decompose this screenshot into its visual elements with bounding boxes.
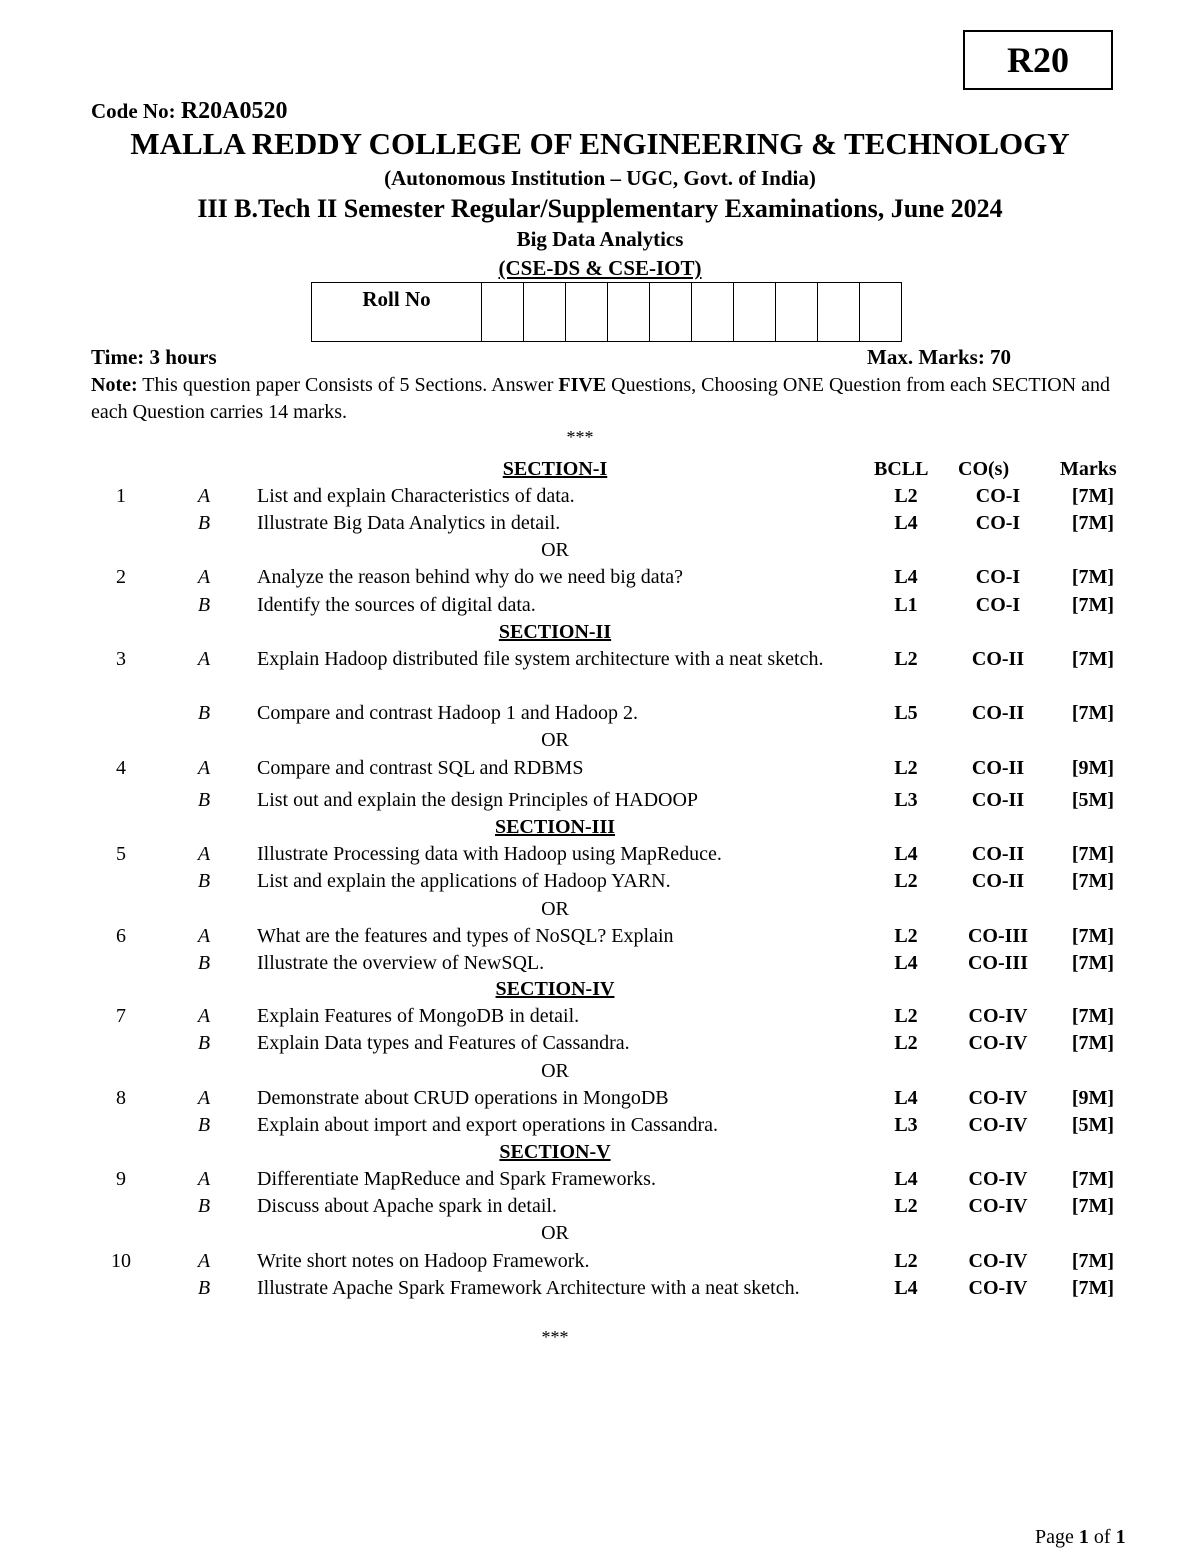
question-text: Identify the sources of digital data.	[257, 594, 536, 616]
question-bcll: L1	[894, 594, 918, 616]
note-text-b: Questions, Choosing ONE Question from each SECTION and each Question carries 14 marks.	[91, 374, 1110, 423]
question-bcll: L2	[894, 870, 918, 892]
question-bcll: L2	[894, 1005, 918, 1027]
roll-cell[interactable]	[566, 283, 608, 342]
question-part: B	[197, 952, 211, 974]
question-text: Compare and contrast Hadoop 1 and Hadoop 2.	[257, 702, 639, 724]
question-marks: [7M]	[1071, 1277, 1115, 1299]
roll-cell[interactable]	[692, 283, 734, 342]
question-marks: [7M]	[1071, 1168, 1115, 1190]
question-marks: [7M]	[1071, 594, 1115, 616]
question-bcll: L2	[894, 757, 918, 779]
question-co: CO-I	[975, 594, 1021, 616]
question-text: Differentiate MapReduce and Spark Frameworks.	[257, 1168, 656, 1190]
question-text: Illustrate Apache Spark Framework Architecture with a neat sketch.	[257, 1277, 800, 1299]
institution-status: (Autonomous Institution – UGC, Govt. of India)	[384, 166, 816, 190]
section-heading: SECTION-I	[502, 458, 608, 480]
roll-cell[interactable]	[776, 283, 818, 342]
question-co: CO-II	[971, 648, 1025, 670]
question-marks: [9M]	[1071, 1087, 1115, 1109]
question-text: Explain Features of MongoDB in detail.	[257, 1005, 580, 1027]
question-number: 2	[116, 566, 126, 588]
question-co: CO-II	[971, 789, 1025, 811]
question-part: A	[197, 648, 211, 670]
question-co: CO-II	[971, 757, 1025, 779]
code-label: Code No:	[91, 99, 176, 123]
question-part: B	[197, 1032, 211, 1054]
question-bcll: L3	[894, 789, 918, 811]
question-text: Discuss about Apache spark in detail.	[257, 1195, 557, 1217]
question-marks: [9M]	[1071, 757, 1115, 779]
question-part: A	[197, 843, 211, 865]
question-number: 1	[116, 485, 126, 507]
question-part: B	[197, 594, 211, 616]
question-part: B	[197, 789, 211, 811]
column-marks-header: Marks	[1060, 458, 1117, 480]
roll-label: Roll No	[312, 283, 482, 342]
roll-number-table	[311, 282, 902, 342]
note-label: Note:	[91, 374, 138, 396]
question-part: B	[197, 870, 211, 892]
question-co: CO-I	[975, 485, 1021, 507]
question-marks: [7M]	[1071, 1195, 1115, 1217]
roll-cell[interactable]	[482, 283, 524, 342]
question-co: CO-IV	[968, 1277, 1028, 1299]
question-marks: [7M]	[1071, 952, 1115, 974]
question-bcll: L5	[894, 702, 918, 724]
question-co: CO-II	[971, 870, 1025, 892]
branches	[0, 256, 1200, 281]
question-marks: [7M]	[1071, 1005, 1115, 1027]
separator-top: ***	[566, 427, 594, 447]
question-text: Compare and contrast SQL and RDBMS	[257, 757, 584, 779]
section-heading: SECTION-II	[498, 621, 612, 643]
question-marks: [7M]	[1071, 1032, 1115, 1054]
question-co: CO-III	[967, 925, 1028, 947]
question-number: 4	[116, 757, 126, 779]
question-part: A	[197, 1087, 211, 1109]
code-value: R20A0520	[180, 98, 288, 124]
question-marks: [7M]	[1071, 485, 1115, 507]
question-number: 10	[111, 1250, 131, 1272]
question-number: 7	[116, 1005, 126, 1027]
question-text: What are the features and types of NoSQL? Explain	[257, 925, 674, 947]
question-part: A	[197, 757, 211, 779]
question-marks: [7M]	[1071, 870, 1115, 892]
question-bcll: L2	[894, 1250, 918, 1272]
question-marks: [7M]	[1071, 843, 1115, 865]
question-part: B	[197, 1277, 211, 1299]
question-number: 8	[116, 1087, 126, 1109]
question-text: Analyze the reason behind why do we need big data?	[257, 566, 683, 588]
or-separator: OR	[541, 729, 569, 751]
question-bcll: L2	[894, 1032, 918, 1054]
exam-title: III B.Tech II Semester Regular/Supplementary Examinations, June 2024	[197, 194, 1003, 223]
question-text: Illustrate Big Data Analytics in detail.	[257, 512, 561, 534]
question-co: CO-III	[967, 952, 1028, 974]
exam-duration: Time: 3 hours	[91, 345, 217, 369]
question-bcll: L4	[894, 1168, 918, 1190]
question-co: CO-I	[975, 566, 1021, 588]
question-text: Write short notes on Hadoop Framework.	[257, 1250, 590, 1272]
or-separator: OR	[541, 539, 569, 561]
or-separator: OR	[541, 1060, 569, 1082]
question-marks: [7M]	[1071, 566, 1115, 588]
question-text: Demonstrate about CRUD operations in MongoDB	[257, 1087, 669, 1109]
question-co: CO-IV	[968, 1168, 1028, 1190]
roll-cell[interactable]	[524, 283, 566, 342]
question-co: CO-IV	[968, 1032, 1028, 1054]
question-co: CO-IV	[968, 1087, 1028, 1109]
question-co: CO-II	[971, 702, 1025, 724]
question-part: B	[197, 512, 211, 534]
question-marks: [7M]	[1071, 702, 1115, 724]
roll-cell[interactable]	[818, 283, 860, 342]
question-text: Illustrate the overview of NewSQL.	[257, 952, 545, 974]
section-heading: SECTION-V	[499, 1141, 611, 1163]
question-part: B	[197, 1114, 211, 1136]
question-part: B	[197, 1195, 211, 1217]
question-co: CO-IV	[968, 1250, 1028, 1272]
question-text: Explain about import and export operations in Cassandra.	[257, 1114, 719, 1136]
question-part: A	[197, 485, 211, 507]
question-marks: [5M]	[1071, 1114, 1115, 1136]
separator-bottom: ***	[541, 1327, 569, 1347]
question-bcll: L2	[894, 648, 918, 670]
question-text: List and explain Characteristics of data.	[257, 485, 575, 507]
page-of: of	[1088, 1526, 1116, 1548]
question-marks: [7M]	[1071, 925, 1115, 947]
question-number: 6	[116, 925, 126, 947]
question-bcll: L2	[894, 485, 918, 507]
question-bcll: L3	[894, 1114, 918, 1136]
branches-text: (CSE-DS & CSE-IOT)	[498, 256, 702, 280]
question-text: List and explain the applications of Hadoop YARN.	[257, 870, 671, 892]
section-heading: SECTION-III	[494, 816, 616, 838]
question-text: Explain Hadoop distributed file system architecture with a neat sketch.	[257, 648, 824, 670]
question-marks: [5M]	[1071, 789, 1115, 811]
code-number	[91, 98, 288, 125]
question-number: 3	[116, 648, 126, 670]
question-co: CO-IV	[968, 1114, 1028, 1136]
page-word: Page	[1035, 1526, 1079, 1548]
question-co: CO-II	[971, 843, 1025, 865]
question-part: A	[197, 1168, 211, 1190]
instructions-note	[91, 372, 1121, 426]
column-co-header: CO(s)	[958, 458, 1010, 480]
question-bcll: L4	[894, 512, 918, 534]
roll-cell[interactable]	[650, 283, 692, 342]
or-separator: OR	[541, 1222, 569, 1244]
subject-name: Big Data Analytics	[516, 227, 684, 251]
question-bcll: L4	[894, 952, 918, 974]
question-part: A	[197, 925, 211, 947]
question-bcll: L2	[894, 925, 918, 947]
college-name: MALLA REDDY COLLEGE OF ENGINEERING & TECHNOLOGY	[130, 126, 1070, 161]
note-text-a: This question paper Consists of 5 Sections. Answer	[137, 374, 559, 396]
page-total: 1	[1115, 1526, 1126, 1548]
section-heading: SECTION-IV	[495, 978, 615, 1000]
question-co: CO-IV	[968, 1005, 1028, 1027]
roll-cell[interactable]	[734, 283, 776, 342]
max-marks: Max. Marks: 70	[867, 345, 1012, 369]
question-part: B	[197, 702, 211, 724]
note-text-bold: FIVE	[558, 374, 607, 396]
question-co: CO-IV	[968, 1195, 1028, 1217]
question-text: List out and explain the design Principles of HADOOP	[257, 789, 699, 811]
question-part: A	[197, 566, 211, 588]
question-part: A	[197, 1005, 211, 1027]
regulation-box: R20	[963, 30, 1113, 90]
or-separator: OR	[541, 898, 569, 920]
question-co: CO-I	[975, 512, 1021, 534]
question-text: Explain Data types and Features of Cassandra.	[257, 1032, 630, 1054]
page-number	[1035, 1526, 1126, 1549]
question-bcll: L4	[894, 1087, 918, 1109]
question-marks: [7M]	[1071, 648, 1115, 670]
roll-cell[interactable]	[860, 283, 902, 342]
question-bcll: L2	[894, 1195, 918, 1217]
page-current: 1	[1078, 1526, 1089, 1548]
question-number: 5	[116, 843, 126, 865]
question-marks: [7M]	[1071, 1250, 1115, 1272]
question-marks: [7M]	[1071, 512, 1115, 534]
question-bcll: L4	[894, 1277, 918, 1299]
question-bcll: L4	[894, 566, 918, 588]
question-number: 9	[116, 1168, 126, 1190]
column-bcll-header: BCLL	[874, 458, 929, 480]
question-part: A	[197, 1250, 211, 1272]
roll-cell[interactable]	[608, 283, 650, 342]
question-text: Illustrate Processing data with Hadoop using MapReduce.	[257, 843, 722, 865]
question-bcll: L4	[894, 843, 918, 865]
